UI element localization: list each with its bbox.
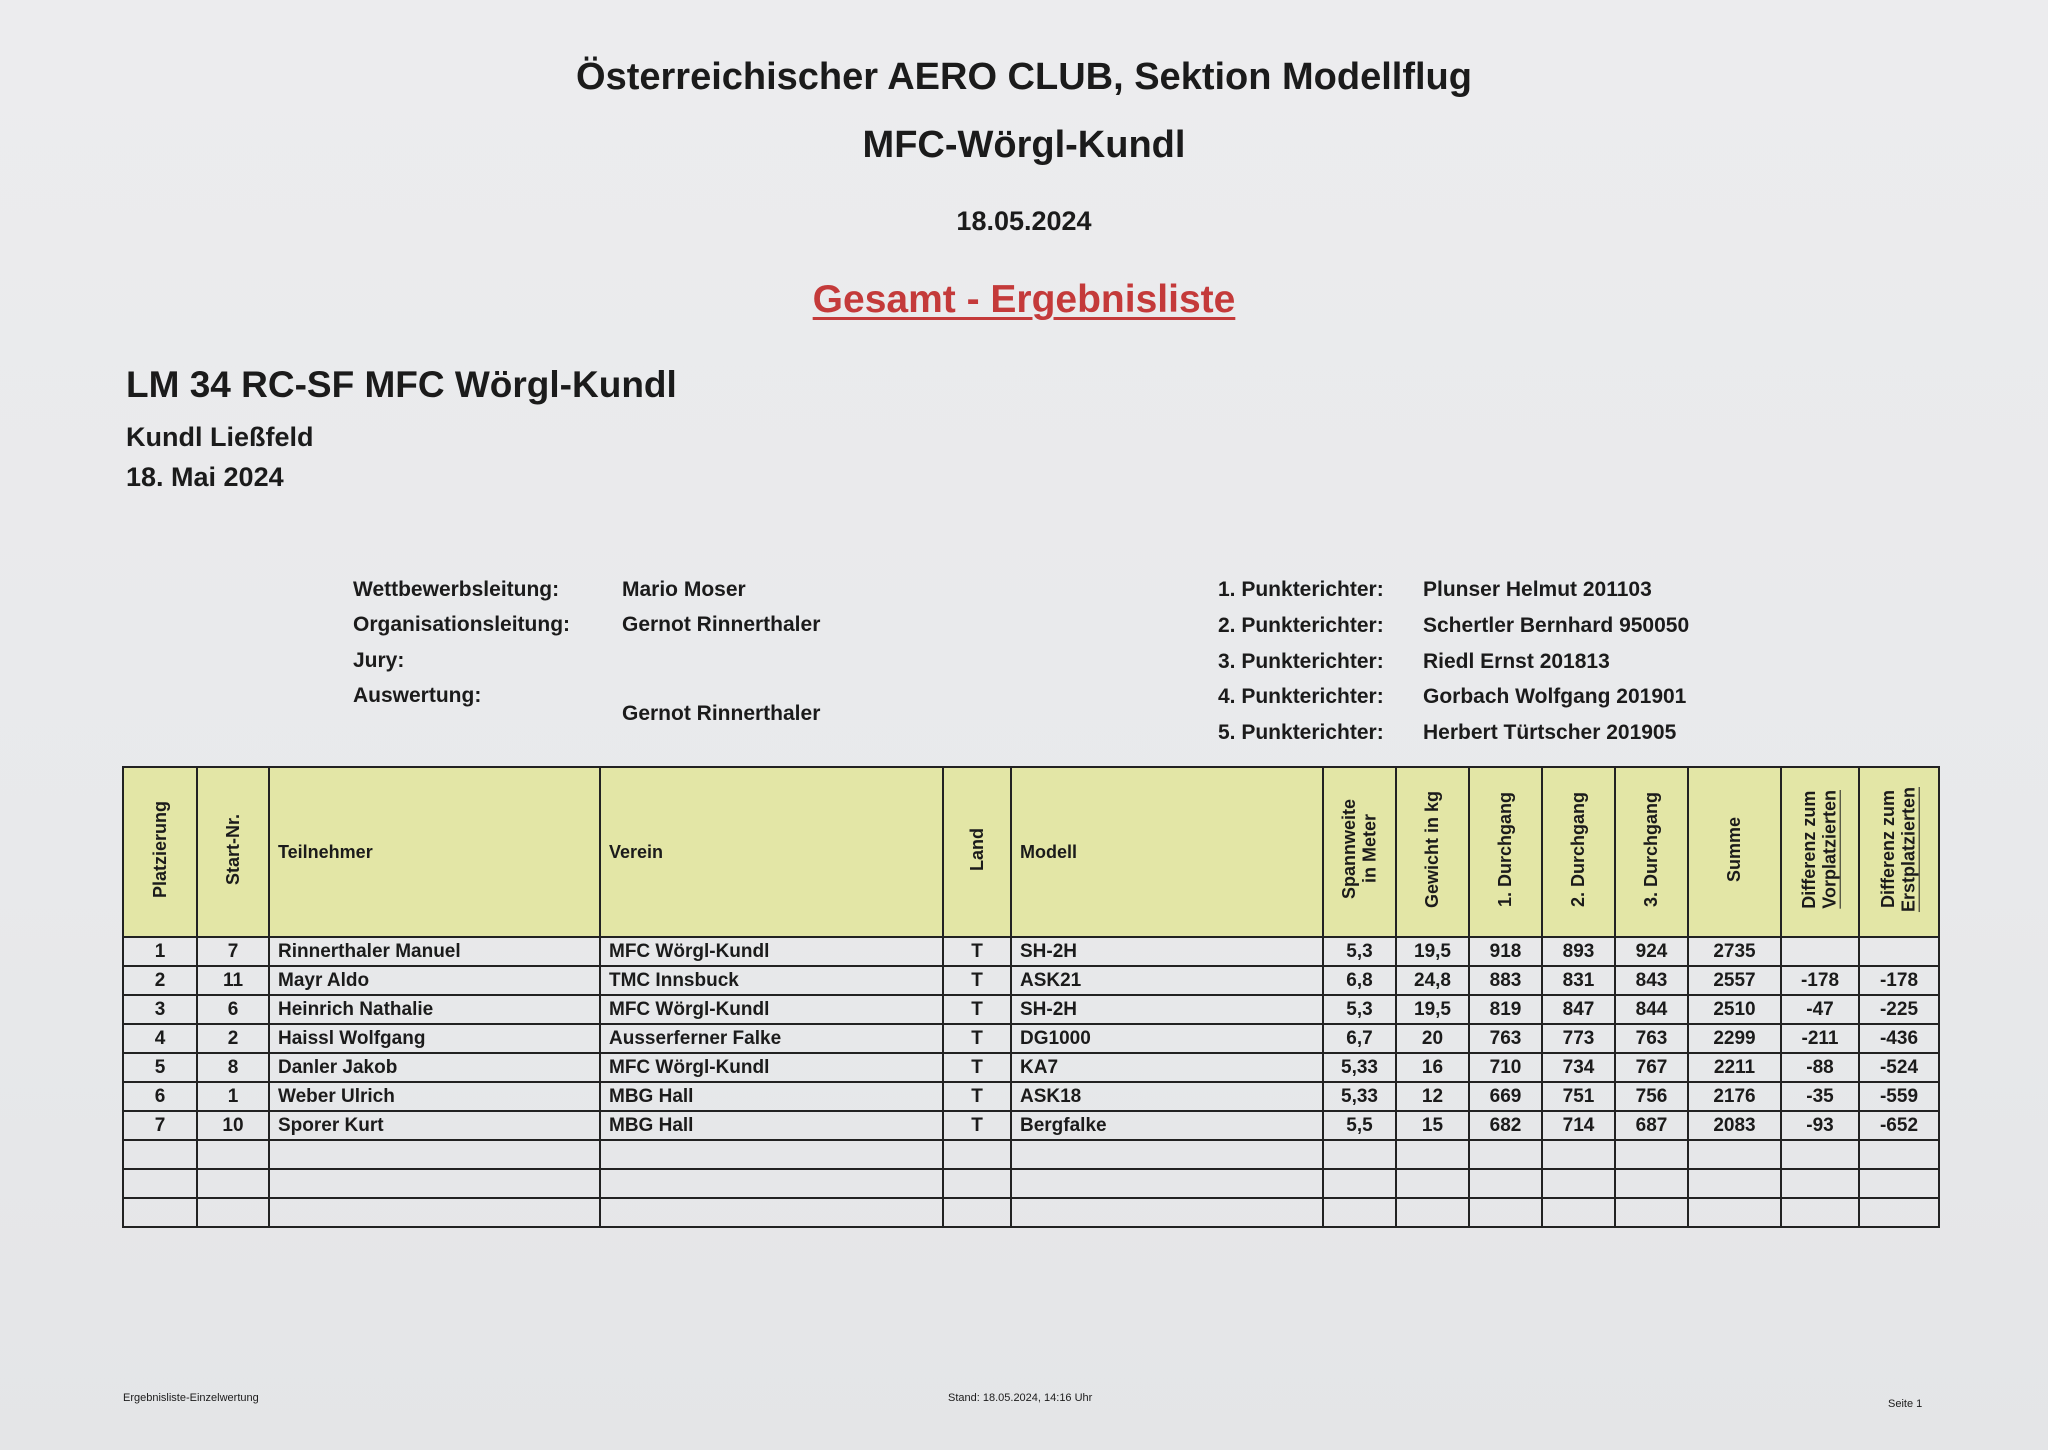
col-header-summe	[1688, 767, 1781, 937]
cell-d2: 831	[1542, 966, 1615, 995]
cell-d3: 843	[1615, 966, 1688, 995]
cell-d1	[1469, 1169, 1542, 1198]
official-value-competition: Mario Moser	[622, 578, 746, 601]
table-row-empty	[123, 1198, 1939, 1227]
cell-platz	[123, 1169, 197, 1198]
judge-value-4: Gorbach Wolfgang 201901	[1423, 685, 1687, 708]
cell-summe: 2083	[1688, 1111, 1781, 1140]
cell-vor: -93	[1781, 1111, 1859, 1140]
col-header-start-text: Start-Nr.	[222, 813, 243, 885]
cell-d2	[1542, 1198, 1615, 1227]
cell-name: Danler Jakob	[269, 1053, 600, 1082]
org-title: Österreichischer AERO CLUB, Sektion Modellflug	[576, 56, 1472, 98]
cell-platz: 4	[123, 1024, 197, 1053]
cell-modell: SH-2H	[1011, 937, 1323, 966]
table-row	[123, 1111, 1939, 1140]
cell-land: T	[943, 966, 1011, 995]
cell-spann	[1323, 1198, 1396, 1227]
col-header-durchgang-2-text: 2. Durchgang	[1568, 791, 1589, 907]
official-label-competition: Wettbewerbsleitung:	[353, 578, 560, 601]
cell-name: Haissl Wolfgang	[269, 1024, 600, 1053]
table-row	[123, 1082, 1939, 1111]
cell-erst	[1859, 1198, 1939, 1227]
table-row	[123, 1053, 1939, 1082]
official-value-evaluation: Gernot Rinnerthaler	[622, 702, 821, 725]
cell-spann: 5,5	[1323, 1111, 1396, 1140]
cell-gewicht	[1396, 1140, 1469, 1169]
official-value-organisation: Gernot Rinnerthaler	[622, 613, 821, 636]
cell-start: 11	[197, 966, 269, 995]
cell-modell: SH-2H	[1011, 995, 1323, 1024]
cell-modell: DG1000	[1011, 1024, 1323, 1053]
cell-gewicht	[1396, 1198, 1469, 1227]
col-header-durchgang-2	[1542, 767, 1615, 937]
table-row	[123, 995, 1939, 1024]
col-header-diff-vor-line1: Differenz zum	[1799, 790, 1820, 909]
col-header-verein: Verein	[600, 767, 943, 937]
cell-platz: 7	[123, 1111, 197, 1140]
cell-platz	[123, 1198, 197, 1227]
cell-summe: 2176	[1688, 1082, 1781, 1111]
club-title: MFC-Wörgl-Kundl	[862, 124, 1186, 166]
cell-modell: ASK21	[1011, 966, 1323, 995]
col-header-land-text: Land	[966, 828, 987, 871]
cell-start: 6	[197, 995, 269, 1024]
cell-spann: 5,3	[1323, 995, 1396, 1024]
cell-name	[269, 1169, 600, 1198]
cell-verein	[600, 1169, 943, 1198]
cell-erst: -178	[1859, 966, 1939, 995]
cell-d2: 893	[1542, 937, 1615, 966]
cell-vor: -211	[1781, 1024, 1859, 1053]
cell-summe	[1688, 1140, 1781, 1169]
cell-summe: 2299	[1688, 1024, 1781, 1053]
cell-spann	[1323, 1140, 1396, 1169]
footer-page: Seite 1	[1888, 1398, 1923, 1410]
cell-d1: 819	[1469, 995, 1542, 1024]
header-date: 18.05.2024	[956, 206, 1092, 236]
cell-name	[269, 1198, 600, 1227]
col-header-teilnehmer: Teilnehmer	[269, 767, 600, 937]
table-header-row	[123, 767, 1939, 937]
table-row	[123, 966, 1939, 995]
cell-modell: KA7	[1011, 1053, 1323, 1082]
cell-d3: 924	[1615, 937, 1688, 966]
cell-name	[269, 1140, 600, 1169]
event-date: 18. Mai 2024	[126, 462, 284, 492]
cell-platz: 1	[123, 937, 197, 966]
cell-start	[197, 1198, 269, 1227]
cell-modell	[1011, 1198, 1323, 1227]
cell-spann: 5,3	[1323, 937, 1396, 966]
cell-erst: -652	[1859, 1111, 1939, 1140]
cell-land: T	[943, 1053, 1011, 1082]
cell-start: 8	[197, 1053, 269, 1082]
cell-d2: 751	[1542, 1082, 1615, 1111]
cell-platz	[123, 1140, 197, 1169]
cell-d3: 767	[1615, 1053, 1688, 1082]
page-subtitle	[0, 278, 2048, 322]
col-header-gewicht	[1396, 767, 1469, 937]
cell-name: Weber Ulrich	[269, 1082, 600, 1111]
cell-d1: 918	[1469, 937, 1542, 966]
cell-platz: 5	[123, 1053, 197, 1082]
judge-label-2: 2. Punkterichter:	[1218, 614, 1384, 637]
cell-verein: Ausserferner Falke	[600, 1024, 943, 1053]
footer-left: Ergebnisliste-Einzelwertung	[123, 1392, 259, 1404]
col-header-start	[197, 767, 269, 937]
cell-start	[197, 1169, 269, 1198]
cell-spann: 6,8	[1323, 966, 1396, 995]
col-header-diff-vor-line2: Vorplatzierten	[1820, 790, 1840, 909]
table-row	[123, 1024, 1939, 1053]
cell-d3: 763	[1615, 1024, 1688, 1053]
cell-platz: 3	[123, 995, 197, 1024]
judge-label-3: 3. Punkterichter:	[1218, 650, 1384, 673]
judge-value-5: Herbert Türtscher 201905	[1423, 721, 1677, 744]
cell-gewicht: 19,5	[1396, 937, 1469, 966]
cell-land: T	[943, 937, 1011, 966]
col-header-diff-vor	[1781, 767, 1859, 937]
cell-d3	[1615, 1140, 1688, 1169]
cell-summe	[1688, 1169, 1781, 1198]
cell-name: Mayr Aldo	[269, 966, 600, 995]
cell-start: 7	[197, 937, 269, 966]
official-label-jury: Jury:	[353, 649, 405, 672]
col-header-durchgang-3	[1615, 767, 1688, 937]
cell-land: T	[943, 1082, 1011, 1111]
cell-gewicht: 19,5	[1396, 995, 1469, 1024]
cell-d2: 847	[1542, 995, 1615, 1024]
col-header-diff-erst-line2: Erstplatzierten	[1899, 786, 1919, 913]
results-body	[123, 937, 1939, 1227]
cell-erst	[1859, 1140, 1939, 1169]
cell-summe: 2510	[1688, 995, 1781, 1024]
cell-vor: -88	[1781, 1053, 1859, 1082]
col-header-diff-vor-text	[1799, 790, 1840, 909]
cell-d3	[1615, 1198, 1688, 1227]
cell-gewicht: 20	[1396, 1024, 1469, 1053]
cell-summe: 2211	[1688, 1053, 1781, 1082]
cell-start: 2	[197, 1024, 269, 1053]
cell-erst: -524	[1859, 1053, 1939, 1082]
col-header-spannweite-line2: in Meter	[1359, 815, 1380, 885]
cell-modell: Bergfalke	[1011, 1111, 1323, 1140]
cell-gewicht: 16	[1396, 1053, 1469, 1082]
cell-platz: 2	[123, 966, 197, 995]
judge-label-4: 4. Punkterichter:	[1218, 685, 1384, 708]
table-row	[123, 937, 1939, 966]
cell-summe: 2735	[1688, 937, 1781, 966]
col-header-durchgang-1-text: 1. Durchgang	[1495, 791, 1516, 907]
cell-summe: 2557	[1688, 966, 1781, 995]
cell-d2: 773	[1542, 1024, 1615, 1053]
judge-value-3: Riedl Ernst 201813	[1423, 650, 1610, 673]
cell-land	[943, 1140, 1011, 1169]
subtitle-text: Gesamt - Ergebnisliste	[812, 278, 1236, 321]
cell-land	[943, 1169, 1011, 1198]
cell-d1	[1469, 1140, 1542, 1169]
event-title: LM 34 RC-SF MFC Wörgl-Kundl	[126, 364, 677, 405]
cell-verein: MFC Wörgl-Kundl	[600, 1053, 943, 1082]
footer-center: Stand: 18.05.2024, 14:16 Uhr	[948, 1392, 1093, 1404]
cell-d2	[1542, 1169, 1615, 1198]
cell-start	[197, 1140, 269, 1169]
cell-erst	[1859, 1169, 1939, 1198]
cell-vor	[1781, 1169, 1859, 1198]
cell-name: Rinnerthaler Manuel	[269, 937, 600, 966]
cell-spann: 5,33	[1323, 1053, 1396, 1082]
cell-d3: 756	[1615, 1082, 1688, 1111]
cell-name: Heinrich Nathalie	[269, 995, 600, 1024]
cell-land: T	[943, 1111, 1011, 1140]
cell-gewicht: 24,8	[1396, 966, 1469, 995]
cell-erst: -559	[1859, 1082, 1939, 1111]
cell-d1: 883	[1469, 966, 1542, 995]
results-table	[122, 766, 1940, 1228]
cell-d3	[1615, 1169, 1688, 1198]
cell-d2: 734	[1542, 1053, 1615, 1082]
cell-platz: 6	[123, 1082, 197, 1111]
col-header-modell: Modell	[1011, 767, 1323, 937]
cell-land	[943, 1198, 1011, 1227]
cell-verein: TMC Innsbuck	[600, 966, 943, 995]
cell-d3: 844	[1615, 995, 1688, 1024]
cell-d2	[1542, 1140, 1615, 1169]
cell-erst: -436	[1859, 1024, 1939, 1053]
cell-vor	[1781, 1140, 1859, 1169]
cell-erst: -225	[1859, 995, 1939, 1024]
col-header-diff-erst-text	[1878, 787, 1919, 912]
cell-d1: 710	[1469, 1053, 1542, 1082]
cell-vor: -178	[1781, 966, 1859, 995]
cell-verein	[600, 1140, 943, 1169]
cell-vor: -35	[1781, 1082, 1859, 1111]
col-header-diff-erst-line1: Differenz zum	[1878, 790, 1899, 909]
cell-land: T	[943, 995, 1011, 1024]
cell-modell	[1011, 1169, 1323, 1198]
cell-d1: 669	[1469, 1082, 1542, 1111]
cell-start: 10	[197, 1111, 269, 1140]
col-header-durchgang-3-text: 3. Durchgang	[1641, 791, 1662, 907]
col-header-summe-text: Summe	[1724, 816, 1745, 883]
cell-land: T	[943, 1024, 1011, 1053]
cell-modell	[1011, 1140, 1323, 1169]
cell-start: 1	[197, 1082, 269, 1111]
cell-vor	[1781, 1198, 1859, 1227]
cell-spann: 5,33	[1323, 1082, 1396, 1111]
col-header-gewicht-text: Gewicht in kg	[1422, 790, 1443, 909]
col-header-spannweite-line1: Spannweite	[1338, 799, 1359, 900]
cell-name: Sporer Kurt	[269, 1111, 600, 1140]
table-row-empty	[123, 1169, 1939, 1198]
cell-gewicht	[1396, 1169, 1469, 1198]
col-header-durchgang-1	[1469, 767, 1542, 937]
judge-value-2: Schertler Bernhard 950050	[1423, 614, 1690, 637]
official-label-organisation: Organisationsleitung:	[353, 613, 571, 636]
cell-erst	[1859, 937, 1939, 966]
col-header-diff-erst	[1859, 767, 1939, 937]
cell-verein: MFC Wörgl-Kundl	[600, 995, 943, 1024]
col-header-land	[943, 767, 1011, 937]
event-location: Kundl Ließfeld	[126, 422, 314, 452]
cell-vor: -47	[1781, 995, 1859, 1024]
cell-d3: 687	[1615, 1111, 1688, 1140]
cell-modell: ASK18	[1011, 1082, 1323, 1111]
cell-d1: 763	[1469, 1024, 1542, 1053]
table-row-empty	[123, 1140, 1939, 1169]
col-header-spannweite-text	[1339, 799, 1380, 899]
col-header-spannweite	[1323, 767, 1396, 937]
cell-gewicht: 15	[1396, 1111, 1469, 1140]
judge-value-1: Plunser Helmut 201103	[1423, 578, 1652, 601]
cell-gewicht: 12	[1396, 1082, 1469, 1111]
cell-d1: 682	[1469, 1111, 1542, 1140]
judge-label-1: 1. Punkterichter:	[1218, 578, 1384, 601]
cell-verein: MBG Hall	[600, 1111, 943, 1140]
col-header-platzierung	[123, 767, 197, 937]
cell-verein	[600, 1198, 943, 1227]
cell-d2: 714	[1542, 1111, 1615, 1140]
judge-label-5: 5. Punkterichter:	[1218, 721, 1384, 744]
official-label-evaluation: Auswertung:	[353, 684, 482, 707]
cell-verein: MFC Wörgl-Kundl	[600, 937, 943, 966]
cell-d1	[1469, 1198, 1542, 1227]
col-header-platzierung-text: Platzierung	[149, 800, 170, 898]
cell-spann	[1323, 1169, 1396, 1198]
cell-spann: 6,7	[1323, 1024, 1396, 1053]
cell-verein: MBG Hall	[600, 1082, 943, 1111]
cell-summe	[1688, 1198, 1781, 1227]
cell-vor	[1781, 937, 1859, 966]
